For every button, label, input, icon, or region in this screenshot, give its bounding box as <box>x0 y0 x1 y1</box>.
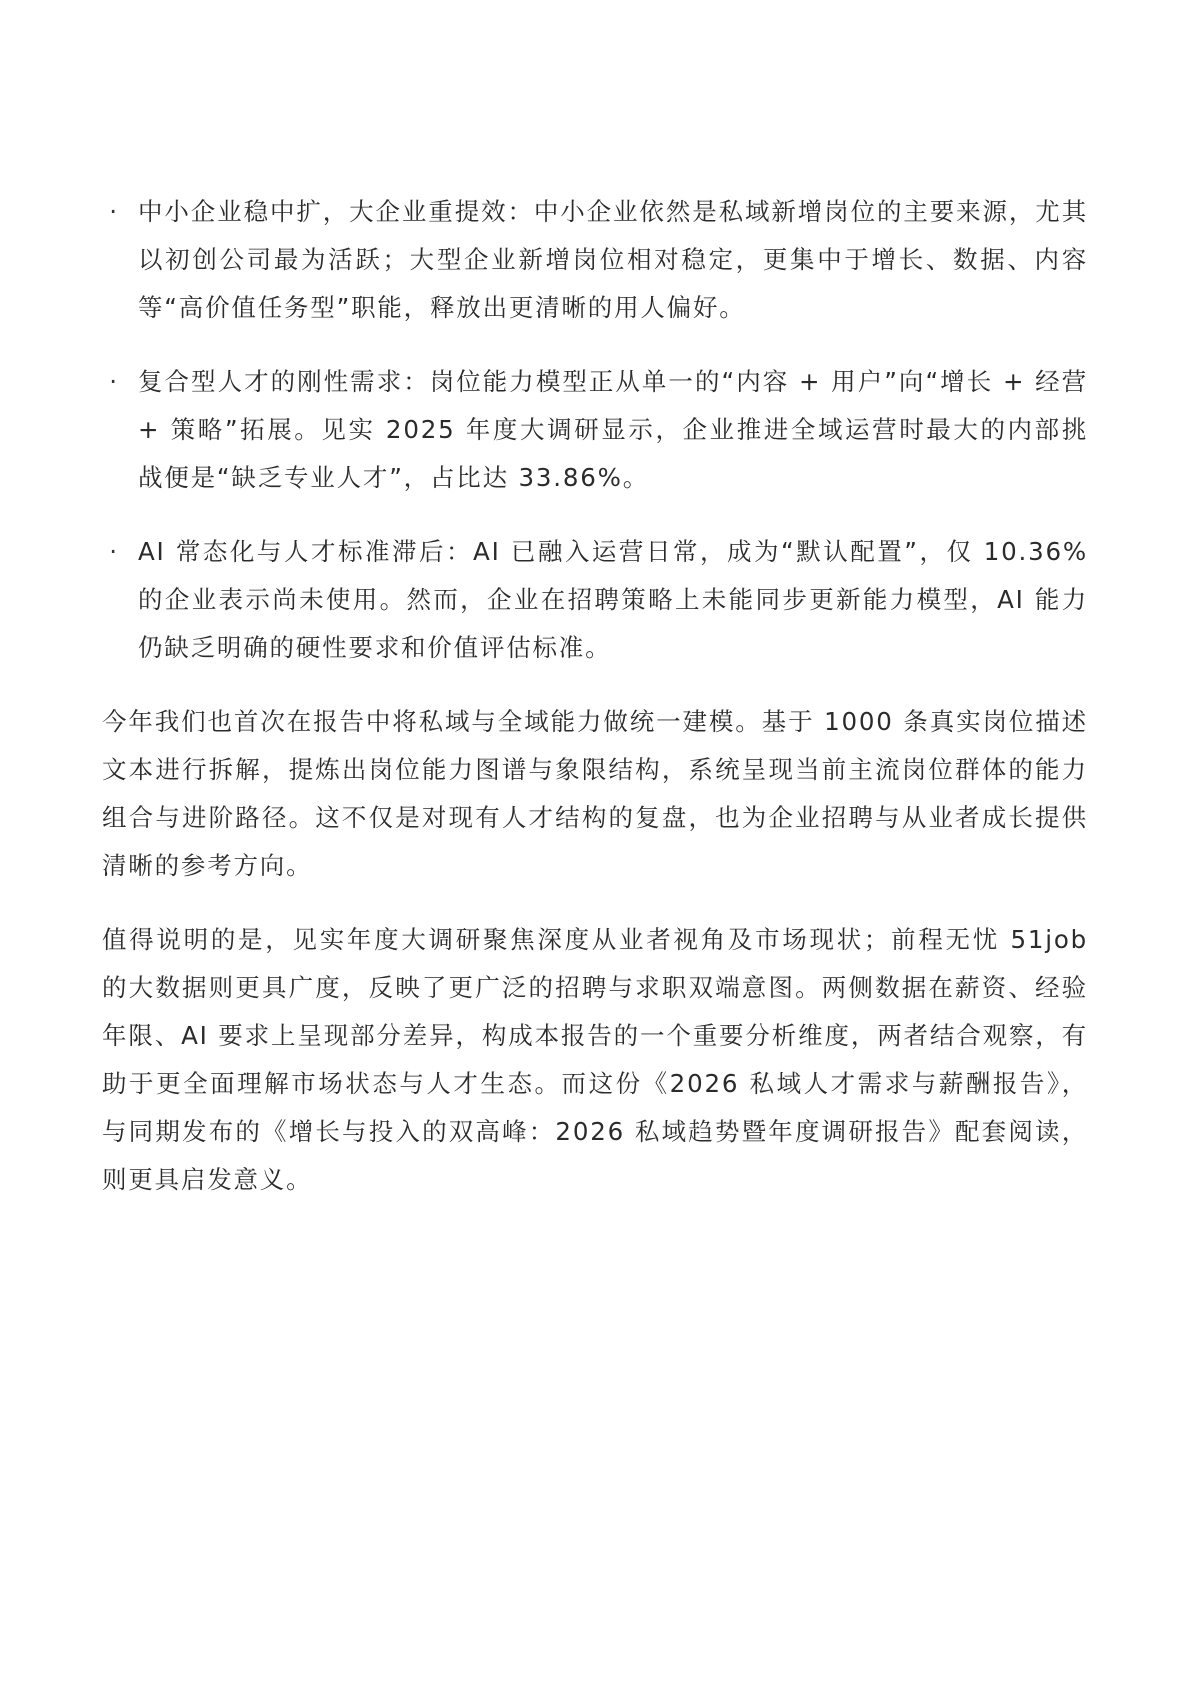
key-findings-list <box>102 188 1088 672</box>
finding-item-ai-normalization <box>102 528 1088 672</box>
finding-text: AI 常态化与人才标准滞后：AI 已融入运营日常，成为“默认配置”，仅 10.36% 的企业表示尚未使用。然而，企业在招聘策略上未能同步更新能力模型，AI 能力仍缺乏明确的硬性要求和价值评估标准。 <box>138 537 1088 662</box>
finding-item-sme-growth <box>102 188 1088 332</box>
bullet-dot-icon: · <box>109 367 119 396</box>
paragraph-modeling: 今年我们也首次在报告中将私域与全域能力做统一建模。基于 1000 条真实岗位描述文本进行拆解，提炼出岗位能力图谱与象限结构，系统呈现当前主流岗位群体的能力组合与进阶路径。这不仅是对现有人才结构的复盘，也为企业招聘与从业者成长提供清晰的参考方向。 <box>102 707 1088 880</box>
paragraph-data-sources: 值得说明的是，见实年度大调研聚焦深度从业者视角及市场现状；前程无忧 51job 的大数据则更具广度，反映了更广泛的招聘与求职双端意图。两侧数据在薪资、经验年限、AI 要求上呈现部分差异，构成本报告的一个重要分析维度，两者结合观察，有助于更全面理解市场状态与人才生态。而这份《2026 私域人才需求与薪酬报告》，与同期发布的《增长与投入的双高峰：2026 私域趋势暨年度调研报告》配套阅读，则更具启发意义。 <box>102 925 1088 1194</box>
document-page <box>102 188 1088 1230</box>
bullet-dot-icon: · <box>109 537 119 566</box>
bullet-dot-icon: · <box>109 197 119 226</box>
finding-item-composite-talent <box>102 358 1088 502</box>
finding-text: 中小企业稳中扩，大企业重提效：中小企业依然是私域新增岗位的主要来源，尤其以初创公司最为活跃；大型企业新增岗位相对稳定，更集中于增长、数据、内容等“高价值任务型”职能，释放出更清晰的用人偏好。 <box>138 197 1088 322</box>
finding-text: 复合型人才的刚性需求：岗位能力模型正从单一的“内容 + 用户”向“增长 + 经营 + 策略”拓展。见实 2025 年度大调研显示，企业推进全域运营时最大的内部挑战便是“缺乏专业人才”，占比达 33.86%。 <box>138 367 1088 492</box>
